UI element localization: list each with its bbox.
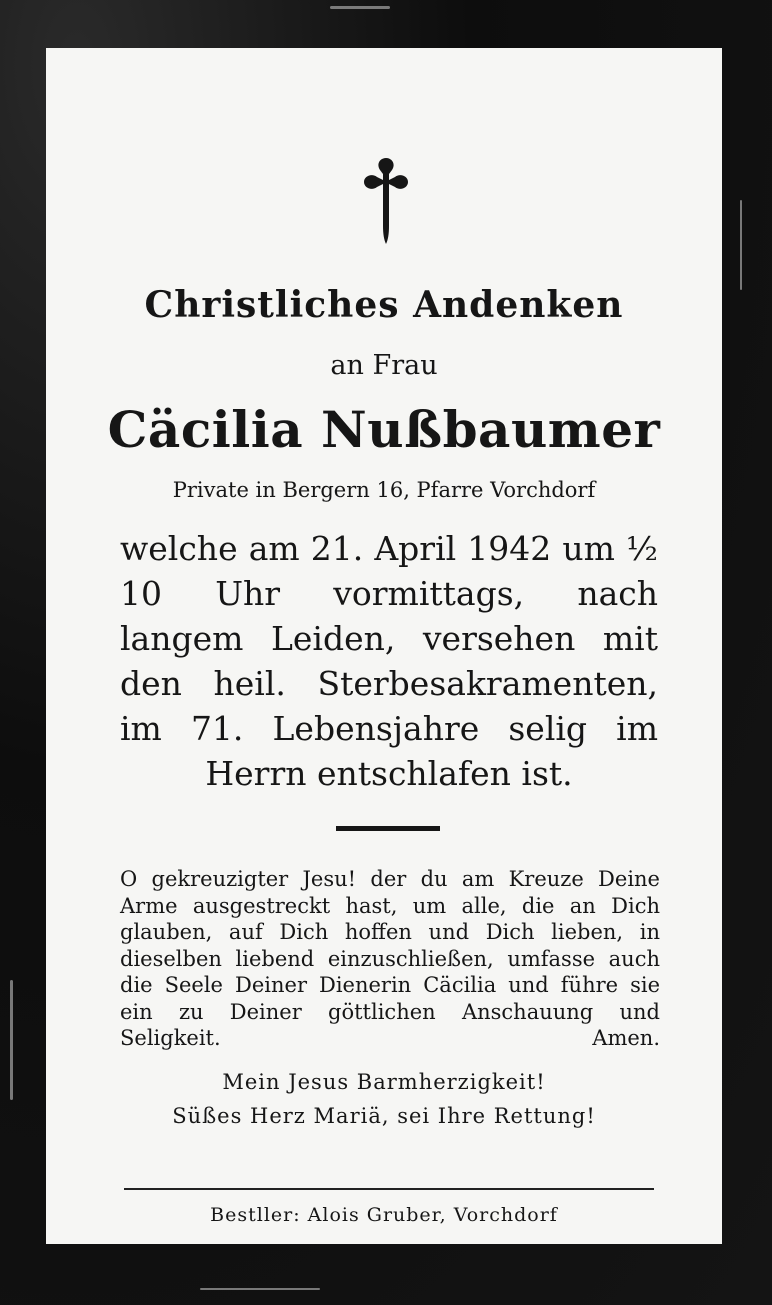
cross-icon [362,156,410,246]
prayer-text: O gekreuzigter Jesu! der du am Kreuze Deine Arme ausgestreckt hast, um alle, die an Dich glauben, auf Dich hoffen und Dich lieben, in dieselben liebend einzuschließen, umfasse auch die Seele Deiner Dienerin Cäcilia und führe sie ein zu Deiner göttlichen Anschauung und Seligkeit. Amen. [120,867,660,1050]
card-subtitle: an Frau [330,350,438,381]
edge-wear [740,200,742,290]
footer-rule [124,1188,654,1190]
edge-wear [330,6,390,9]
blessing-line-2: Süßes Herz Mariä, sei Ihre Rettung! [172,1104,596,1128]
blessing-line-1: Mein Jesus Barmherzigkeit! [222,1070,546,1094]
deceased-name: Cäcilia Nußbaumer [107,400,661,459]
edge-wear [10,980,13,1100]
edge-wear [200,1288,320,1290]
residence-line: Private in Bergern 16, Pfarre Vorchdorf [172,478,596,502]
card-title: Christliches Andenken [144,284,624,326]
death-notice-text: welche am 21. April 1942 um ½ 10 Uhr vormittags, nach langem Leiden, versehen mit den heil. Sterbesakramenten, im 71. Lebensjahre selig im Herrn entschlafen ist. [120,529,658,793]
memorial-card-paper [46,48,722,1244]
printer-credit: Bestller: Alois Gruber, Vorchdorf [210,1204,558,1226]
divider-rule [336,826,440,831]
